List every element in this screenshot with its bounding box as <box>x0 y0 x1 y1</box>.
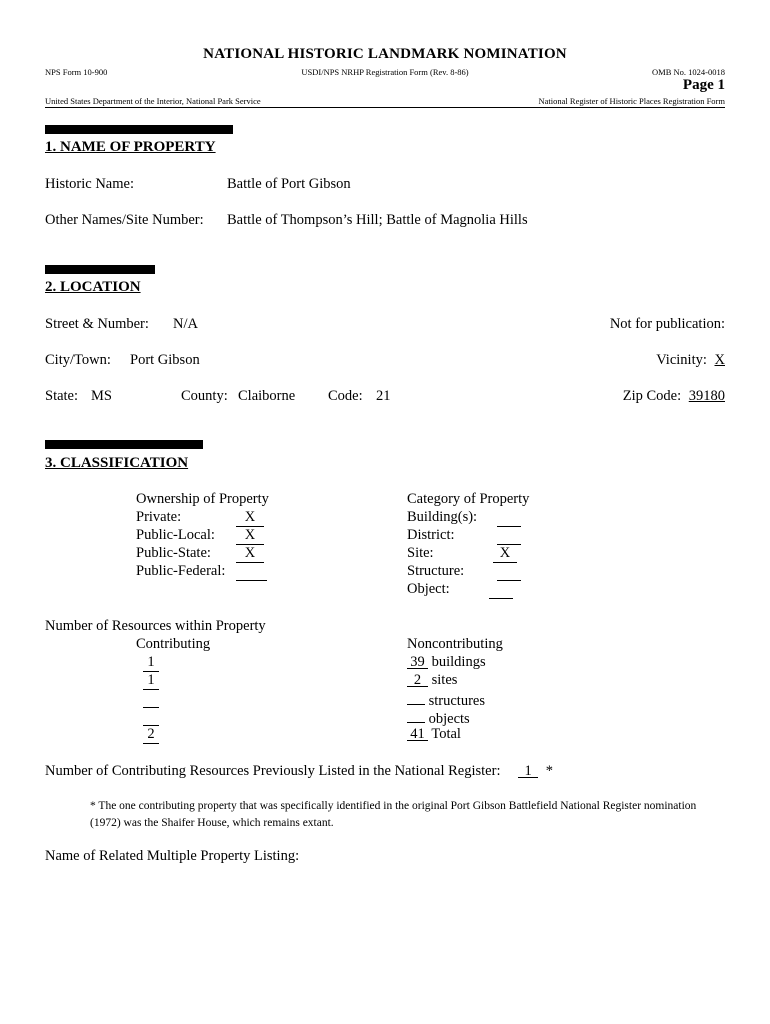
category-buildings-label: Building(s): <box>407 509 478 525</box>
noncontributing-objects <box>407 708 470 728</box>
ownership-public-local-mark: X <box>236 527 264 545</box>
contributing-buildings: 1 <box>143 654 159 672</box>
section-2-bar <box>45 265 155 274</box>
form-number: NPS Form 10-900 <box>45 67 108 77</box>
omb-number: OMB No. 1024-0018 <box>652 67 725 77</box>
resources-heading: Number of Resources within Property <box>45 618 266 634</box>
county-label: County: <box>181 388 228 404</box>
historic-name-value: Battle of Port Gibson <box>227 176 351 192</box>
noncontributing-sites-count: 2 <box>407 672 428 687</box>
contributing-sites: 1 <box>143 672 159 690</box>
code-label: Code: <box>328 388 363 404</box>
other-names-label: Other Names/Site Number: <box>45 212 204 228</box>
contributing-structures <box>143 690 159 708</box>
zip-field <box>623 388 725 405</box>
noncontributing-objects-count <box>407 708 425 723</box>
state-value: MS <box>91 388 112 404</box>
ownership-heading: Ownership of Property <box>136 491 269 507</box>
historic-name-label: Historic Name: <box>45 176 134 192</box>
ownership-public-state-mark: X <box>236 545 264 563</box>
ownership-private-label: Private: <box>136 509 182 525</box>
noncontributing-buildings-label: buildings <box>431 654 486 670</box>
code-value: 21 <box>376 388 391 404</box>
noncontributing-sites <box>407 672 457 689</box>
zip-value: 39180 <box>688 388 725 404</box>
vicinity-label: Vicinity: <box>656 352 707 368</box>
register-label: National Register of Historic Places Registration Form <box>538 96 725 106</box>
ownership-public-local-label: Public-Local: <box>136 527 215 543</box>
city-label: City/Town: <box>45 352 111 368</box>
ownership-public-federal-mark <box>236 563 267 581</box>
noncontributing-sites-label: sites <box>431 672 458 688</box>
related-listing-label: Name of Related Multiple Property Listing: <box>45 848 300 864</box>
category-heading: Category of Property <box>407 491 530 507</box>
state-label: State: <box>45 388 79 404</box>
ownership-public-federal-label: Public-Federal: <box>136 563 226 579</box>
other-names-value: Battle of Thompson’s Hill; Battle of Magnolia Hills <box>227 212 528 228</box>
previously-listed <box>45 763 553 780</box>
noncontributing-structures-label: structures <box>428 693 485 709</box>
form-title: NATIONAL HISTORIC LANDMARK NOMINATION <box>203 46 567 62</box>
noncontributing-structures-count <box>407 690 425 705</box>
category-object-label: Object: <box>407 581 450 597</box>
noncontributing-total-label: Total <box>431 726 461 742</box>
category-site-mark: X <box>493 545 517 563</box>
county-value: Claiborne <box>238 388 296 404</box>
form-subtitle: USDI/NPS NRHP Registration Form (Rev. 8-86) <box>301 67 469 77</box>
contributing-total: 2 <box>143 726 159 744</box>
category-buildings-mark <box>497 509 521 527</box>
previously-listed-star: * <box>545 763 553 779</box>
zip-label: Zip Code: <box>622 388 682 404</box>
not-for-publication-label: Not for publication: <box>609 316 725 332</box>
ownership-private-mark: X <box>236 509 264 527</box>
noncontributing-structures <box>407 690 485 710</box>
category-structure-label: Structure: <box>407 563 465 579</box>
section-3-title: 3. CLASSIFICATION <box>45 455 189 471</box>
noncontributing-total <box>407 726 461 743</box>
previously-listed-label: Number of Contributing Resources Previously Listed in the National Register: <box>45 763 501 779</box>
section-1-bar <box>45 125 233 134</box>
contributing-objects <box>143 708 159 726</box>
header-rule <box>45 107 725 108</box>
noncontributing-buildings-count: 39 <box>407 654 428 669</box>
department-label: United States Department of the Interior, National Park Service <box>45 96 261 106</box>
noncontributing-buildings <box>407 654 486 671</box>
section-1-title: 1. NAME OF PROPERTY <box>45 139 216 155</box>
category-district-mark <box>497 527 521 545</box>
noncontributing-heading: Noncontributing <box>407 636 503 652</box>
footnote: * The one contributing property that was specifically identified in the original Port Gibson Battlefield National Register nomination (1972) was the Shaifer House, which remains extant. <box>90 800 697 829</box>
section-2-title: 2. LOCATION <box>45 279 141 295</box>
category-district-label: District: <box>407 527 455 543</box>
street-label: Street & Number: <box>45 316 149 332</box>
category-structure-mark <box>497 563 521 581</box>
street-value: N/A <box>173 316 198 332</box>
page-number: Page 1 <box>682 77 725 93</box>
noncontributing-total-count: 41 <box>407 726 428 741</box>
city-value: Port Gibson <box>130 352 200 368</box>
contributing-heading: Contributing <box>136 636 211 652</box>
previously-listed-value: 1 <box>518 763 538 778</box>
category-site-label: Site: <box>407 545 434 561</box>
ownership-public-state-label: Public-State: <box>136 545 211 561</box>
vicinity-field <box>656 352 725 369</box>
vicinity-value: X <box>714 352 725 368</box>
noncontributing-objects-label: objects <box>428 711 470 727</box>
category-object-mark <box>489 581 513 599</box>
section-3-bar <box>45 440 203 449</box>
